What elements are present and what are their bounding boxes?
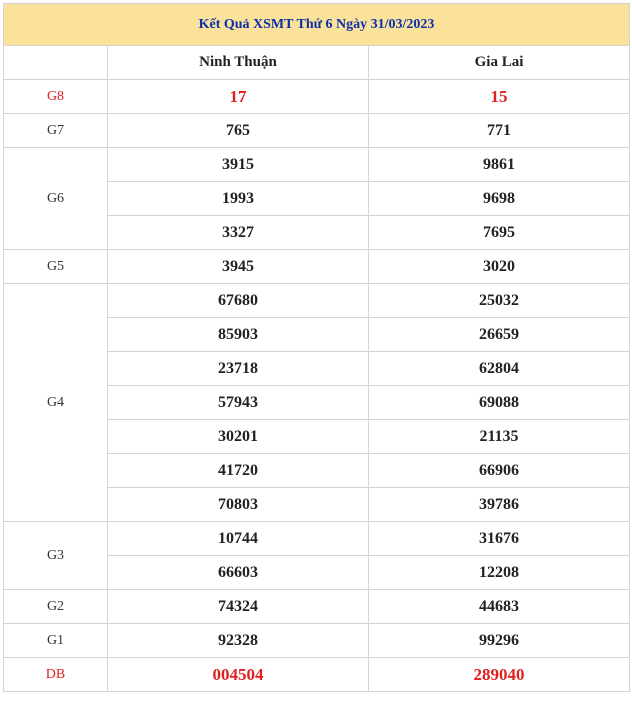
ninh-thuan-result: 57943 <box>108 386 369 420</box>
gia-lai-result: 12208 <box>369 556 630 590</box>
province-header-gia-lai: Gia Lai <box>369 46 630 80</box>
table-title: Kết Quả XSMT Thứ 6 Ngày 31/03/2023 <box>4 4 630 46</box>
ninh-thuan-result: 10744 <box>108 522 369 556</box>
prize-row <box>4 250 630 284</box>
prize-label-g7: G7 <box>4 114 108 148</box>
gia-lai-result: 7695 <box>369 216 630 250</box>
gia-lai-result: 26659 <box>369 318 630 352</box>
prize-row <box>4 658 630 692</box>
prize-label-g3: G3 <box>4 522 108 590</box>
ninh-thuan-result: 92328 <box>108 624 369 658</box>
gia-lai-result: 9861 <box>369 148 630 182</box>
gia-lai-result: 3020 <box>369 250 630 284</box>
ninh-thuan-result: 66603 <box>108 556 369 590</box>
prize-label-g8: G8 <box>4 80 108 114</box>
gia-lai-result: 9698 <box>369 182 630 216</box>
province-header-ninh-thuan: Ninh Thuận <box>108 46 369 80</box>
prize-row <box>4 284 630 318</box>
prize-row <box>4 114 630 148</box>
gia-lai-result: 69088 <box>369 386 630 420</box>
ninh-thuan-result: 23718 <box>108 352 369 386</box>
lottery-results-table <box>3 3 630 692</box>
ninh-thuan-result: 67680 <box>108 284 369 318</box>
ninh-thuan-result: 30201 <box>108 420 369 454</box>
prize-row <box>4 148 630 182</box>
ninh-thuan-result: 004504 <box>108 658 369 692</box>
gia-lai-result: 66906 <box>369 454 630 488</box>
ninh-thuan-result: 74324 <box>108 590 369 624</box>
header-row <box>4 46 630 80</box>
ninh-thuan-result: 17 <box>108 80 369 114</box>
title-row <box>4 4 630 46</box>
prize-label-db: DB <box>4 658 108 692</box>
ninh-thuan-result: 765 <box>108 114 369 148</box>
gia-lai-result: 289040 <box>369 658 630 692</box>
gia-lai-result: 31676 <box>369 522 630 556</box>
ninh-thuan-result: 41720 <box>108 454 369 488</box>
ninh-thuan-result: 1993 <box>108 182 369 216</box>
header-empty-cell <box>4 46 108 80</box>
prize-label-g4: G4 <box>4 284 108 522</box>
gia-lai-result: 39786 <box>369 488 630 522</box>
gia-lai-result: 99296 <box>369 624 630 658</box>
gia-lai-result: 15 <box>369 80 630 114</box>
prize-row <box>4 522 630 556</box>
prize-row <box>4 624 630 658</box>
prize-label-g1: G1 <box>4 624 108 658</box>
ninh-thuan-result: 85903 <box>108 318 369 352</box>
prize-label-g2: G2 <box>4 590 108 624</box>
gia-lai-result: 44683 <box>369 590 630 624</box>
gia-lai-result: 21135 <box>369 420 630 454</box>
gia-lai-result: 25032 <box>369 284 630 318</box>
ninh-thuan-result: 3915 <box>108 148 369 182</box>
prize-row <box>4 590 630 624</box>
gia-lai-result: 771 <box>369 114 630 148</box>
ninh-thuan-result: 70803 <box>108 488 369 522</box>
prize-label-g5: G5 <box>4 250 108 284</box>
ninh-thuan-result: 3327 <box>108 216 369 250</box>
prize-label-g6: G6 <box>4 148 108 250</box>
gia-lai-result: 62804 <box>369 352 630 386</box>
ninh-thuan-result: 3945 <box>108 250 369 284</box>
prize-row <box>4 80 630 114</box>
